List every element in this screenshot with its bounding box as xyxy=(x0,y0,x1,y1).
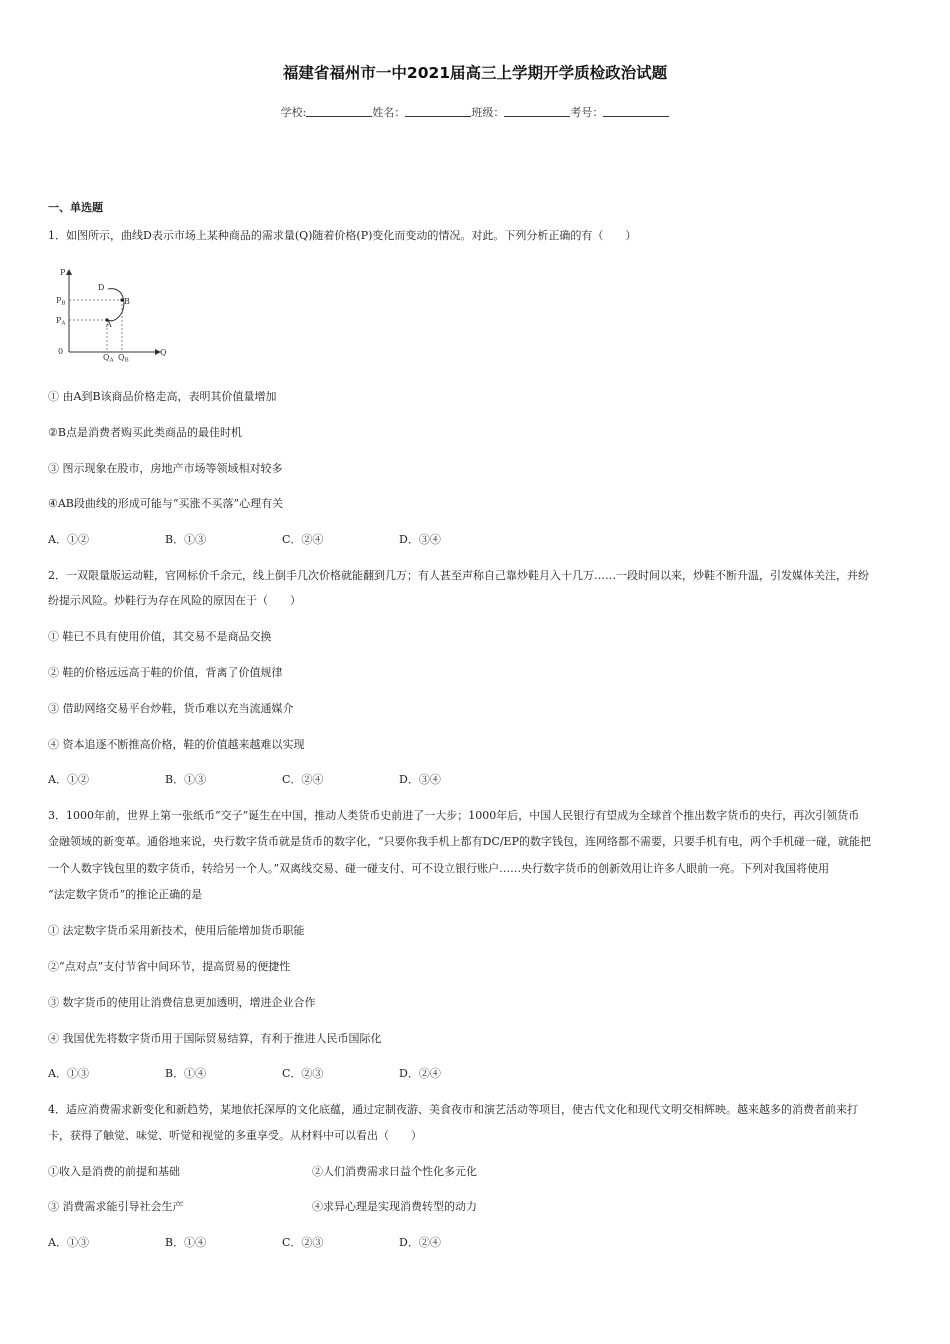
p-axis-label: P xyxy=(60,268,66,277)
page-title: 福建省福州市一中2021届高三上学期开学质检政治试题 xyxy=(282,64,668,82)
qb-tick-label xyxy=(118,353,129,364)
question-3-statement-2: ②“点对点”支付节省中间环节，提高贸易的便捷性 xyxy=(48,960,291,973)
pa-main: P xyxy=(56,316,62,325)
question-2-option-a[interactable]: A．①② xyxy=(48,773,89,786)
class-label: 班级： xyxy=(471,106,505,119)
question-4-stem-line-2: 卡，获得了触觉、味觉、听觉和视觉的多重享受。从材料中可以看出（ ） xyxy=(48,1129,422,1142)
question-3-stem-line-1: 3．1000年前，世界上第一张纸币“交子”诞生在中国，推动人类货币史前进了一大步；1000年后，中国人民银行有望成为全球首个推出数字货币的央行，再次引领货币 xyxy=(48,809,860,822)
question-4-statement-4: ④求异心理是实现消费转型的动力 xyxy=(312,1200,477,1213)
question-1-option-d[interactable]: D．③④ xyxy=(399,533,441,546)
qa-tick-label xyxy=(103,353,115,364)
qa-sub: A xyxy=(109,357,114,364)
question-2-statement-3: ③ 借助网络交易平台炒鞋，货币难以充当流通媒介 xyxy=(48,702,294,715)
point-a-label: A xyxy=(106,320,112,329)
question-3-option-d[interactable]: D．②④ xyxy=(399,1067,441,1080)
demand-curve-figure xyxy=(52,264,167,364)
question-3-option-c[interactable]: C．②③ xyxy=(282,1067,324,1080)
question-3-option-a[interactable]: A．①③ xyxy=(48,1067,89,1080)
q-axis-label: Q xyxy=(160,348,167,357)
question-1-option-a[interactable]: A．①② xyxy=(48,533,89,546)
question-2-option-b[interactable]: B．①③ xyxy=(165,773,207,786)
curve-d-label: D xyxy=(98,283,105,292)
pa-tick-label xyxy=(56,316,66,327)
question-3-option-b[interactable]: B．①④ xyxy=(165,1067,207,1080)
qa-main: Q xyxy=(103,353,110,362)
question-4-statement-2: ②人们消费需求日益个性化多元化 xyxy=(312,1165,477,1178)
question-3-stem-line-4: “法定数字货币”的推论正确的是 xyxy=(48,888,203,901)
question-3-statement-4: ④ 我国优先将数字货币用于国际贸易结算，有利于推进人民币国际化 xyxy=(48,1032,382,1045)
exam-number-label: 考号： xyxy=(570,106,604,119)
question-3-stem-line-2: 金融领域的新变革。通俗地来说，央行数字货币就是货币的数字化，“只要你我手机上都有DC/EP的数字钱包，连网络都不需要，只要手机有电，两个手机碰一碰，就能把 xyxy=(48,835,871,848)
origin-label: 0 xyxy=(58,347,64,356)
section-title: 一、单选题 xyxy=(48,201,103,214)
qb-sub: B xyxy=(124,357,129,364)
question-1-statement-1: ① 由A到B该商品价格走高，表明其价值量增加 xyxy=(48,390,277,403)
question-4-statement-3: ③ 消费需求能引导社会生产 xyxy=(48,1200,184,1213)
pb-tick-label xyxy=(56,296,65,307)
question-1-stem: 1．如图所示，曲线D表示市场上某种商品的需求量(Q)随着价格(P)变化而变动的情况。对此。下列分析正确的有（ ） xyxy=(48,229,637,242)
question-1-statement-3: ③ 图示现象在股市，房地产市场等领域相对较多 xyxy=(48,462,283,475)
pa-sub: A xyxy=(61,320,66,327)
question-2-statement-1: ① 鞋已不具有使用价值，其交易不是商品交换 xyxy=(48,630,272,643)
question-1-statement-2: ②B点是消费者购买此类商品的最佳时机 xyxy=(48,426,242,439)
question-2-stem-line-1: 2．一双限量版运动鞋，官网标价千余元，线上倒手几次价格就能翻到几万；有人甚至声称自己靠炒鞋月入十几万……一段时间以来，炒鞋不断升温，引发媒体关注，并纷 xyxy=(48,569,869,582)
question-4-stem-line-1: 4．适应消费需求新变化和新趋势，某地依托深厚的文化底蕴，通过定制夜游、美食夜市和演艺活动等项目，使古代文化和现代文明交相辉映。越来越多的消费者前来打 xyxy=(48,1103,858,1116)
question-4-option-a[interactable]: A．①③ xyxy=(48,1236,89,1249)
school-blank xyxy=(306,106,372,117)
name-blank xyxy=(405,106,471,117)
point-b-label: B xyxy=(124,297,130,306)
question-3-stem-line-3: 一个人数字钱包里的数字货币，转给另一个人。”双离线交易、碰一碰支付、可不设立银行账户……央行数字货币的创新效用让许多人眼前一亮。下列对我国将使用 xyxy=(48,862,830,875)
question-2-statement-4: ④ 资本追逐不断推高价格，鞋的价值越来越难以实现 xyxy=(48,738,305,751)
question-2-option-c[interactable]: C．②④ xyxy=(282,773,324,786)
question-1-option-b[interactable]: B．①③ xyxy=(165,533,207,546)
exam-number-blank xyxy=(603,106,669,117)
question-4-option-b[interactable]: B．①④ xyxy=(165,1236,207,1249)
student-info-line xyxy=(0,104,950,120)
question-3-statement-1: ① 法定数字货币采用新技术，使用后能增加货币职能 xyxy=(48,924,305,937)
question-2-statement-2: ② 鞋的价格远远高于鞋的价值，背离了价值规律 xyxy=(48,666,283,679)
demand-curve-d xyxy=(107,289,124,321)
question-2-stem-line-2: 纷提示风险。炒鞋行为存在风险的原因在于（ ） xyxy=(48,594,301,607)
question-4-option-d[interactable]: D．②④ xyxy=(399,1236,441,1249)
question-1-option-c[interactable]: C．②④ xyxy=(282,533,324,546)
name-label: 姓名： xyxy=(372,106,406,119)
question-3-statement-3: ③ 数字货币的使用让消费信息更加透明，增进企业合作 xyxy=(48,996,316,1009)
pb-sub: B xyxy=(61,300,66,307)
question-2-option-d[interactable]: D．③④ xyxy=(399,773,441,786)
question-4-statement-1: ①收入是消费的前提和基础 xyxy=(48,1165,180,1178)
qb-main: Q xyxy=(118,353,125,362)
school-label: 学校: xyxy=(280,106,307,119)
class-blank xyxy=(504,106,570,117)
pb-main: P xyxy=(56,296,62,305)
question-4-option-c[interactable]: C．②③ xyxy=(282,1236,324,1249)
question-1-statement-4: ④AB段曲线的形成可能与“买涨不买落”心理有关 xyxy=(48,497,284,510)
